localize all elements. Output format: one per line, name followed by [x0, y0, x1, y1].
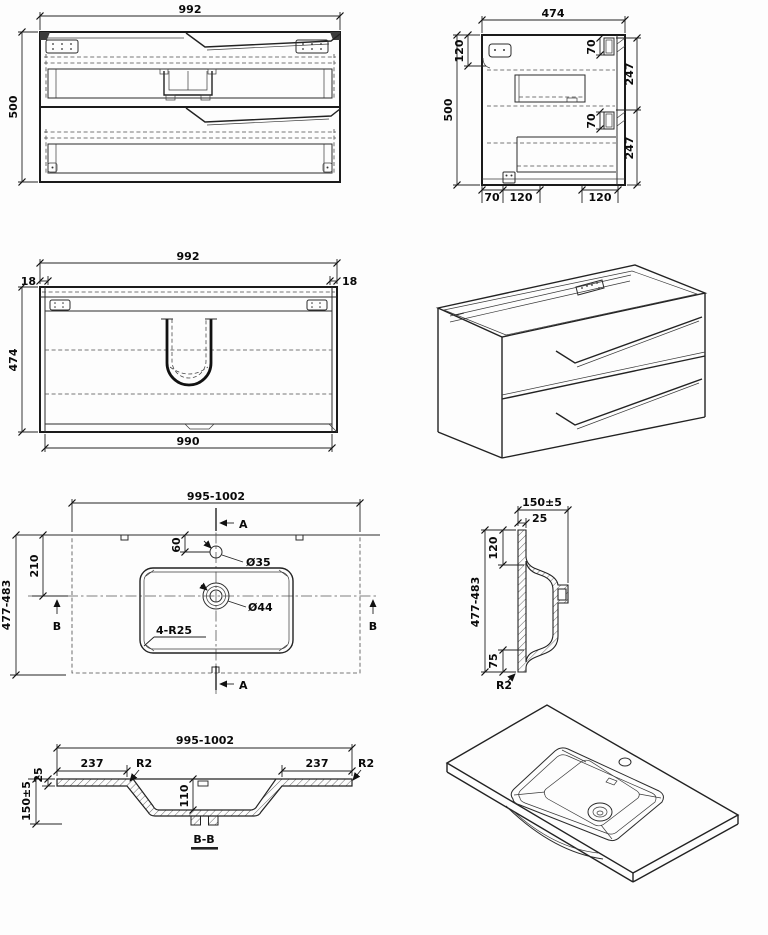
dim-panel-right: 18 [342, 275, 358, 288]
dim-bracket-top: 70 [585, 39, 598, 55]
dim-center-offset: 210 [28, 554, 41, 578]
basin-floor [544, 760, 639, 826]
dim-front-height: 500 [7, 95, 20, 119]
dim-side-height: 500 [442, 98, 455, 122]
dim-faucet-offset: 60 [170, 537, 183, 553]
label-profile-radius: R2 [495, 679, 513, 692]
basin-plan-view [0, 490, 380, 694]
label-corner-radius: 4-R25 [156, 624, 192, 637]
hanger-plate [46, 40, 78, 53]
top-outline [40, 287, 337, 432]
drain-boss [209, 816, 219, 825]
dim-bb-height: 150±5 [20, 781, 33, 821]
cabinet-side-view [442, 7, 641, 204]
drain-boss [191, 816, 201, 825]
section-a-top: A [239, 518, 248, 531]
dim-basin-depth: 477-483 [0, 579, 13, 631]
dim-front-clearance: 75 [487, 653, 500, 669]
label-radius-left: R2 [136, 757, 153, 770]
dim-basin-width: 995-1002 [186, 490, 246, 503]
drawer-handle-recess [556, 379, 702, 425]
overflow-slot-3d [606, 778, 617, 785]
basin-3d-view [447, 705, 738, 882]
dim-rail-bottom: 247 [623, 136, 636, 160]
basin-profile-section [518, 530, 568, 672]
dim-front-width: 992 [178, 3, 202, 16]
dim-hanger-offset: 120 [453, 39, 466, 63]
dim-foot-right: 120 [588, 191, 612, 204]
overflow-slot [198, 781, 208, 786]
section-b-left: B [52, 620, 62, 633]
drain-hole-3d [588, 803, 612, 821]
section-bb-underline [191, 847, 218, 850]
dim-deck-left: 237 [80, 757, 104, 770]
label-faucet-hole: Ø35 [246, 556, 271, 569]
dim-bb-rim: 25 [32, 767, 45, 783]
dim-back-clearance: 120 [487, 536, 500, 560]
dim-profile-depth: 150±5 [522, 496, 562, 509]
basin-section-bb-view [20, 734, 374, 850]
section-bb-label: B-B [193, 833, 215, 846]
dim-bb-width: 995-1002 [175, 734, 235, 747]
basin-profile-view [469, 496, 572, 692]
dim-bowl-depth: 110 [178, 784, 191, 808]
faucet-hole-3d [619, 758, 631, 766]
dim-profile-width: 477-483 [469, 576, 482, 628]
dim-foot-left: 70 [484, 191, 500, 204]
dim-bracket-bottom: 70 [585, 113, 598, 129]
cabinet-top-view [7, 250, 357, 452]
cabinet-front-view [7, 3, 344, 186]
dim-profile-rim: 25 [532, 512, 548, 525]
hanger-plate [50, 300, 70, 310]
dim-panel-left: 18 [20, 275, 36, 288]
dim-inner-width: 990 [176, 435, 200, 448]
slide-bracket [604, 112, 614, 129]
section-a-bottom: A [239, 679, 248, 692]
foot-bracket [503, 172, 515, 183]
drawer-handle-recess [556, 317, 702, 363]
dim-deck-right: 237 [305, 757, 329, 770]
section-b-right: B [368, 620, 378, 633]
dim-top-depth: 474 [7, 348, 20, 372]
label-radius-right: R2 [358, 757, 375, 770]
dim-side-width: 474 [541, 7, 565, 20]
slide-bracket [604, 38, 614, 55]
hanger-plate [489, 44, 511, 57]
label-drain-hole: Ø44 [248, 601, 273, 614]
dim-rail-top: 247 [623, 62, 636, 86]
dim-top-width: 992 [176, 250, 200, 263]
hanger-plate [307, 300, 327, 310]
siphon-cutout [167, 319, 211, 385]
cabinet-3d-view [438, 265, 705, 458]
dim-foot-mid: 120 [509, 191, 533, 204]
